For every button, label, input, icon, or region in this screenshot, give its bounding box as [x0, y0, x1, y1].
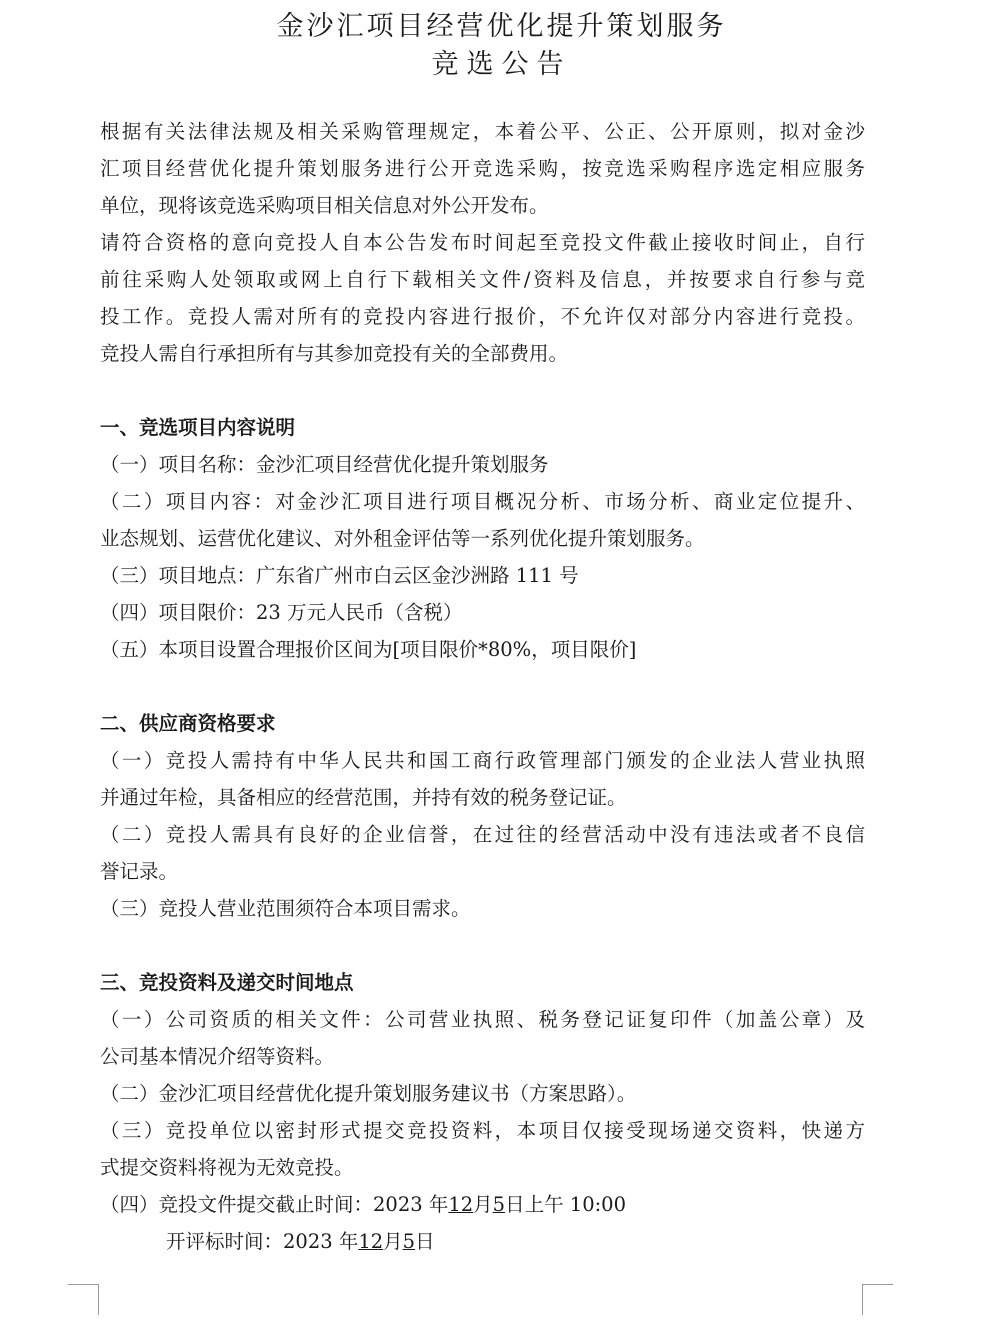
- section-heading: 一、竞选项目内容说明: [100, 416, 296, 439]
- page-title: 金沙汇项目经营优化提升策划服务: [276, 11, 727, 42]
- section-item: （二）项目内容：对金沙汇项目进行项目概况分析、市场分析、商业定位提升、: [100, 490, 865, 513]
- intro-line: 汇项目经营优化提升策划服务进行公开竞选采购，按竞选采购程序选定相应服务: [100, 157, 865, 180]
- deadline-suffix: 日上午 10:00: [505, 1193, 626, 1216]
- intro-line: 前往采购人处领取或网上自行下载相关文件/资料及信息，并按要求自行参与竞: [100, 268, 865, 291]
- deadline-month-unit: 月: [473, 1193, 493, 1216]
- section-item: （五）本项目设置合理报价区间为[项目限价*80%，项目限价]: [100, 638, 637, 661]
- section-item: 并通过年检，具备相应的经营范围，并持有效的税务登记证。: [100, 786, 627, 809]
- section-item: 业态规划、运营优化建议、对外租金评估等一系列优化提升策划服务。: [100, 527, 705, 550]
- section-item: （一）公司资质的相关文件：公司营业执照、税务登记证复印件（加盖公章）及: [100, 1008, 865, 1031]
- section-item: （一）竞投人需持有中华人民共和国工商行政管理部门颁发的企业法人营业执照: [100, 749, 865, 772]
- evaluation-month: 12: [358, 1230, 384, 1253]
- intro-line: 投工作。竞投人需对所有的竞投内容进行报价，不允许仅对部分内容进行竞投。: [100, 305, 865, 328]
- evaluation-suffix: 日: [415, 1230, 435, 1253]
- section-heading: 三、竞投资料及递交时间地点: [100, 971, 354, 994]
- page-subtitle: 竞选公告: [431, 49, 572, 80]
- document-body: [100, 113, 865, 1260]
- intro-line: 根据有关法律法规及相关采购管理规定，本着公平、公正、公开原则，拟对金沙: [100, 120, 865, 143]
- evaluation-prefix: 开评标时间：2023 年: [166, 1230, 359, 1253]
- section-item: 公司基本情况介绍等资料。: [100, 1045, 335, 1068]
- page-corner-mark-right: [862, 1284, 893, 1315]
- section-item: 誉记录。: [100, 860, 179, 883]
- intro-line: 竞投人需自行承担所有与其参加竞投有关的全部费用。: [100, 342, 569, 365]
- deadline-month: 12: [448, 1193, 474, 1216]
- section-heading: 二、供应商资格要求: [100, 712, 276, 735]
- section-item: （三）竞投单位以密封形式提交竞投资料，本项目仅接受现场递交资料，快递方: [100, 1119, 865, 1142]
- intro-line: 单位，现将该竞选采购项目相关信息对外公开发布。: [100, 194, 549, 217]
- evaluation-day: 5: [402, 1230, 416, 1253]
- section-item: （一）项目名称：金沙汇项目经营优化提升策划服务: [100, 453, 549, 476]
- deadline-day: 5: [492, 1193, 506, 1216]
- intro-line: 请符合资格的意向竞投人自本公告发布时间起至竞投文件截止接收时间止，自行: [100, 231, 865, 254]
- evaluation-month-unit: 月: [383, 1230, 403, 1253]
- deadline-line: [100, 1186, 865, 1223]
- section-item: （三）项目地点：广东省广州市白云区金沙洲路 111 号: [100, 564, 579, 587]
- deadline-prefix: （四）竞投文件提交截止时间：2023 年: [100, 1193, 449, 1216]
- section-item: 式提交资料将视为无效竞投。: [100, 1156, 354, 1179]
- section-item: （二）竞投人需具有良好的企业信誉，在过往的经营活动中没有违法或者不良信: [100, 823, 865, 846]
- section-item: （三）竞投人营业范围须符合本项目需求。: [100, 897, 471, 920]
- section-item: （四）项目限价：23 万元人民币（含税）: [100, 601, 463, 624]
- evaluation-line: [100, 1223, 865, 1260]
- page-corner-mark-left: [68, 1284, 99, 1315]
- section-item: （二）金沙汇项目经营优化提升策划服务建议书（方案思路）。: [100, 1082, 637, 1105]
